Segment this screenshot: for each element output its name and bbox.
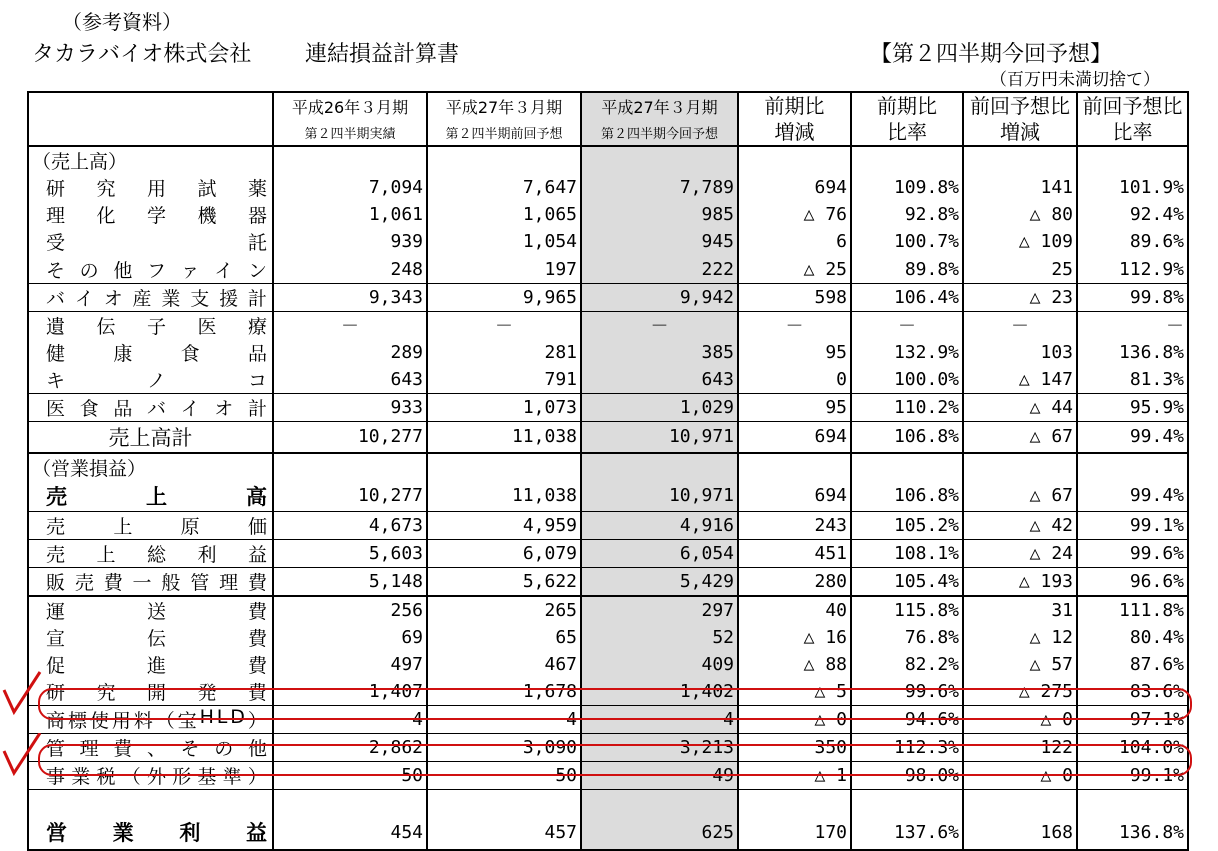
- empty-cell: [427, 790, 581, 816]
- value-cell: 1,402: [581, 678, 738, 706]
- header-blank-cell: [28, 92, 273, 119]
- value-cell: 1,073: [427, 393, 581, 421]
- empty-cell: [427, 146, 581, 174]
- value-cell: △ 0: [738, 706, 851, 734]
- value-cell: 106.8%: [851, 481, 963, 512]
- value-cell: 409: [581, 651, 738, 678]
- row-label: バ イ オ 産 業 支 援 計: [28, 283, 273, 311]
- value-cell: 94.6%: [851, 706, 963, 734]
- row-label: 研 究 開 発 費: [28, 678, 273, 706]
- value-cell: 92.4%: [1077, 201, 1188, 228]
- value-cell: 112.9%: [1077, 256, 1188, 284]
- value-cell: －: [851, 311, 963, 339]
- table-row: [28, 393, 1188, 421]
- section-label: （売上高）: [28, 146, 273, 174]
- section-row: [28, 790, 1188, 816]
- value-cell: －: [738, 311, 851, 339]
- value-cell: 122: [963, 734, 1077, 762]
- empty-cell: [427, 453, 581, 481]
- report-title: 連結損益計算書: [305, 42, 460, 67]
- table-row: [28, 762, 1188, 790]
- table-row: [28, 539, 1188, 567]
- value-cell: 4,916: [581, 511, 738, 539]
- row-label: 商 標 使 用 料 （ 宝 H L D ）: [28, 706, 273, 734]
- value-cell: △ 0: [963, 706, 1077, 734]
- value-cell: △ 25: [738, 256, 851, 284]
- value-cell: 289: [273, 339, 427, 366]
- column-header-line2: 比率: [851, 119, 963, 146]
- value-cell: 1,407: [273, 678, 427, 706]
- value-cell: △ 67: [963, 481, 1077, 512]
- value-cell: 197: [427, 256, 581, 284]
- column-header-line1: 前回予想比: [1077, 92, 1188, 119]
- column-header-line2: 第２四半期前回予想: [427, 119, 581, 146]
- value-cell: 457: [427, 816, 581, 850]
- column-header-line1: 前期比: [851, 92, 963, 119]
- column-header-line2: 比率: [1077, 119, 1188, 146]
- row-label: 研 究 用 試 薬: [28, 174, 273, 201]
- value-cell: 350: [738, 734, 851, 762]
- value-cell: △ 147: [963, 366, 1077, 394]
- company-name: タカラバイオ株式会社: [32, 42, 252, 67]
- value-cell: 1,029: [581, 393, 738, 421]
- value-cell: 132.9%: [851, 339, 963, 366]
- table-row: [28, 567, 1188, 596]
- value-cell: △ 57: [963, 651, 1077, 678]
- value-cell: 694: [738, 421, 851, 453]
- value-cell: △ 88: [738, 651, 851, 678]
- table-row: [28, 421, 1188, 453]
- value-cell: 1,678: [427, 678, 581, 706]
- table-row: [28, 366, 1188, 394]
- column-header-line1: 平成27年３月期: [581, 92, 738, 119]
- empty-cell: [851, 146, 963, 174]
- value-cell: 791: [427, 366, 581, 394]
- value-cell: 10,971: [581, 481, 738, 512]
- value-cell: 168: [963, 816, 1077, 850]
- value-cell: △ 44: [963, 393, 1077, 421]
- row-label: 売 上 原 価: [28, 511, 273, 539]
- table-row: [28, 651, 1188, 678]
- value-cell: 99.6%: [851, 678, 963, 706]
- value-cell: △ 0: [963, 762, 1077, 790]
- row-label: 促 進 費: [28, 651, 273, 678]
- value-cell: 99.1%: [1077, 511, 1188, 539]
- empty-cell: [273, 146, 427, 174]
- value-cell: △ 193: [963, 567, 1077, 596]
- table-row: [28, 624, 1188, 651]
- value-cell: 111.8%: [1077, 596, 1188, 624]
- empty-cell: [28, 790, 273, 816]
- value-cell: 52: [581, 624, 738, 651]
- value-cell: 4,673: [273, 511, 427, 539]
- value-cell: 6: [738, 228, 851, 255]
- table-row: [28, 596, 1188, 624]
- table-row: [28, 816, 1188, 850]
- value-cell: 89.6%: [1077, 228, 1188, 255]
- value-cell: 110.2%: [851, 393, 963, 421]
- value-cell: 99.6%: [1077, 539, 1188, 567]
- value-cell: 4,959: [427, 511, 581, 539]
- value-cell: 256: [273, 596, 427, 624]
- column-header-line2: 第２四半期実績: [273, 119, 427, 146]
- value-cell: 5,622: [427, 567, 581, 596]
- value-cell: 497: [273, 651, 427, 678]
- value-cell: △ 67: [963, 421, 1077, 453]
- value-cell: －: [581, 311, 738, 339]
- value-cell: 454: [273, 816, 427, 850]
- row-label: 健 康 食 品: [28, 339, 273, 366]
- value-cell: 100.7%: [851, 228, 963, 255]
- column-header-line1: 前回予想比: [963, 92, 1077, 119]
- column-header-line1: 平成27年３月期: [427, 92, 581, 119]
- value-cell: 985: [581, 201, 738, 228]
- value-cell: △ 12: [963, 624, 1077, 651]
- value-cell: －: [963, 311, 1077, 339]
- empty-cell: [1077, 453, 1188, 481]
- value-cell: 101.9%: [1077, 174, 1188, 201]
- empty-cell: [273, 453, 427, 481]
- empty-cell: [851, 453, 963, 481]
- value-cell: 92.8%: [851, 201, 963, 228]
- value-cell: 25: [963, 256, 1077, 284]
- value-cell: 4: [581, 706, 738, 734]
- value-cell: 643: [581, 366, 738, 394]
- value-cell: －: [273, 311, 427, 339]
- value-cell: 80.4%: [1077, 624, 1188, 651]
- income-statement-table: [27, 91, 1189, 851]
- value-cell: △ 23: [963, 283, 1077, 311]
- value-cell: 297: [581, 596, 738, 624]
- value-cell: 97.1%: [1077, 706, 1188, 734]
- value-cell: 49: [581, 762, 738, 790]
- empty-cell: [738, 453, 851, 481]
- table-row: [28, 201, 1188, 228]
- value-cell: 9,343: [273, 283, 427, 311]
- column-header-line2: 増減: [963, 119, 1077, 146]
- table-row: [28, 228, 1188, 255]
- value-cell: 3,090: [427, 734, 581, 762]
- value-cell: 106.8%: [851, 421, 963, 453]
- value-cell: 109.8%: [851, 174, 963, 201]
- value-cell: 694: [738, 481, 851, 512]
- row-label: 売上高計: [28, 421, 273, 453]
- value-cell: 106.4%: [851, 283, 963, 311]
- unit-note: （百万円未満切捨て）: [990, 70, 1160, 90]
- value-cell: 280: [738, 567, 851, 596]
- value-cell: 694: [738, 174, 851, 201]
- value-cell: 99.4%: [1077, 421, 1188, 453]
- value-cell: 939: [273, 228, 427, 255]
- value-cell: 9,942: [581, 283, 738, 311]
- value-cell: △ 76: [738, 201, 851, 228]
- value-cell: 7,094: [273, 174, 427, 201]
- value-cell: 4: [427, 706, 581, 734]
- value-cell: 10,971: [581, 421, 738, 453]
- value-cell: 100.0%: [851, 366, 963, 394]
- value-cell: 243: [738, 511, 851, 539]
- value-cell: 6,079: [427, 539, 581, 567]
- section-label: （営業損益）: [28, 453, 273, 481]
- value-cell: 112.3%: [851, 734, 963, 762]
- value-cell: 87.6%: [1077, 651, 1188, 678]
- value-cell: 643: [273, 366, 427, 394]
- value-cell: △ 5: [738, 678, 851, 706]
- empty-cell: [581, 790, 738, 816]
- value-cell: 31: [963, 596, 1077, 624]
- value-cell: △ 24: [963, 539, 1077, 567]
- value-cell: 95: [738, 339, 851, 366]
- table-row: [28, 511, 1188, 539]
- value-cell: 265: [427, 596, 581, 624]
- value-cell: 467: [427, 651, 581, 678]
- value-cell: －: [1077, 311, 1188, 339]
- value-cell: 96.6%: [1077, 567, 1188, 596]
- value-cell: 10,277: [273, 421, 427, 453]
- column-header-line2: 増減: [738, 119, 851, 146]
- period-label: 【第２四半期今回予想】: [870, 42, 1113, 67]
- value-cell: 98.0%: [851, 762, 963, 790]
- value-cell: 40: [738, 596, 851, 624]
- empty-cell: [851, 790, 963, 816]
- empty-cell: [738, 790, 851, 816]
- row-label: キ ノ コ: [28, 366, 273, 394]
- value-cell: 95.9%: [1077, 393, 1188, 421]
- empty-cell: [273, 790, 427, 816]
- table-row: [28, 283, 1188, 311]
- table-row: [28, 311, 1188, 339]
- value-cell: 105.4%: [851, 567, 963, 596]
- value-cell: 9,965: [427, 283, 581, 311]
- value-cell: 170: [738, 816, 851, 850]
- row-label: 営 業 利 益: [28, 816, 273, 850]
- row-label: 販 売 費 一 般 管 理 費: [28, 567, 273, 596]
- value-cell: 281: [427, 339, 581, 366]
- value-cell: 222: [581, 256, 738, 284]
- table-row: [28, 256, 1188, 284]
- value-cell: 95: [738, 393, 851, 421]
- row-label: 理 化 学 機 器: [28, 201, 273, 228]
- value-cell: 50: [273, 762, 427, 790]
- value-cell: 99.4%: [1077, 481, 1188, 512]
- value-cell: 81.3%: [1077, 366, 1188, 394]
- section-row: [28, 146, 1188, 174]
- empty-cell: [963, 790, 1077, 816]
- value-cell: 141: [963, 174, 1077, 201]
- value-cell: 248: [273, 256, 427, 284]
- value-cell: 385: [581, 339, 738, 366]
- row-label: そ の 他 フ ァ イ ン: [28, 256, 273, 284]
- value-cell: 65: [427, 624, 581, 651]
- table-row: [28, 339, 1188, 366]
- value-cell: 4: [273, 706, 427, 734]
- value-cell: 83.6%: [1077, 678, 1188, 706]
- row-label: 運 送 費: [28, 596, 273, 624]
- value-cell: 945: [581, 228, 738, 255]
- value-cell: 115.8%: [851, 596, 963, 624]
- value-cell: 105.2%: [851, 511, 963, 539]
- value-cell: 3,213: [581, 734, 738, 762]
- column-header-line1: 前期比: [738, 92, 851, 119]
- empty-cell: [1077, 790, 1188, 816]
- value-cell: 69: [273, 624, 427, 651]
- value-cell: 1,061: [273, 201, 427, 228]
- value-cell: 1,065: [427, 201, 581, 228]
- table-row: [28, 706, 1188, 734]
- value-cell: 11,038: [427, 481, 581, 512]
- row-label: 遺 伝 子 医 療: [28, 311, 273, 339]
- row-label: 医 食 品 バ イ オ 計: [28, 393, 273, 421]
- value-cell: 103: [963, 339, 1077, 366]
- value-cell: 108.1%: [851, 539, 963, 567]
- column-header-line1: 平成26年３月期: [273, 92, 427, 119]
- value-cell: △ 42: [963, 511, 1077, 539]
- value-cell: 137.6%: [851, 816, 963, 850]
- row-label: 宣 伝 費: [28, 624, 273, 651]
- value-cell: 104.0%: [1077, 734, 1188, 762]
- row-label: 管 理 費 、 そ の 他: [28, 734, 273, 762]
- value-cell: △ 80: [963, 201, 1077, 228]
- empty-cell: [963, 146, 1077, 174]
- header-blank-cell: [28, 119, 273, 146]
- value-cell: 5,429: [581, 567, 738, 596]
- row-label: 売 上 総 利 益: [28, 539, 273, 567]
- value-cell: 0: [738, 366, 851, 394]
- value-cell: 625: [581, 816, 738, 850]
- empty-cell: [581, 453, 738, 481]
- empty-cell: [738, 146, 851, 174]
- empty-cell: [581, 146, 738, 174]
- value-cell: 89.8%: [851, 256, 963, 284]
- value-cell: △ 16: [738, 624, 851, 651]
- value-cell: 7,647: [427, 174, 581, 201]
- value-cell: 7,789: [581, 174, 738, 201]
- value-cell: －: [427, 311, 581, 339]
- row-label: 事 業 税 （ 外 形 基 準 ）: [28, 762, 273, 790]
- table-row: [28, 481, 1188, 512]
- empty-cell: [1077, 146, 1188, 174]
- value-cell: 1,054: [427, 228, 581, 255]
- value-cell: 50: [427, 762, 581, 790]
- table-row: [28, 734, 1188, 762]
- value-cell: 598: [738, 283, 851, 311]
- value-cell: 933: [273, 393, 427, 421]
- value-cell: 11,038: [427, 421, 581, 453]
- value-cell: △ 275: [963, 678, 1077, 706]
- value-cell: 136.8%: [1077, 816, 1188, 850]
- table-row: [28, 678, 1188, 706]
- value-cell: 82.2%: [851, 651, 963, 678]
- reference-caption: （参考資料）: [62, 10, 182, 34]
- value-cell: 99.8%: [1077, 283, 1188, 311]
- value-cell: △ 1: [738, 762, 851, 790]
- value-cell: 5,603: [273, 539, 427, 567]
- value-cell: 99.1%: [1077, 762, 1188, 790]
- value-cell: 2,862: [273, 734, 427, 762]
- column-header-line2: 第２四半期今回予想: [581, 119, 738, 146]
- value-cell: △ 109: [963, 228, 1077, 255]
- empty-cell: [963, 453, 1077, 481]
- value-cell: 10,277: [273, 481, 427, 512]
- value-cell: 76.8%: [851, 624, 963, 651]
- section-row: [28, 453, 1188, 481]
- value-cell: 136.8%: [1077, 339, 1188, 366]
- table-row: [28, 174, 1188, 201]
- value-cell: 451: [738, 539, 851, 567]
- value-cell: 5,148: [273, 567, 427, 596]
- row-label: 売 上 高: [28, 481, 273, 512]
- row-label: 受 託: [28, 228, 273, 255]
- value-cell: 6,054: [581, 539, 738, 567]
